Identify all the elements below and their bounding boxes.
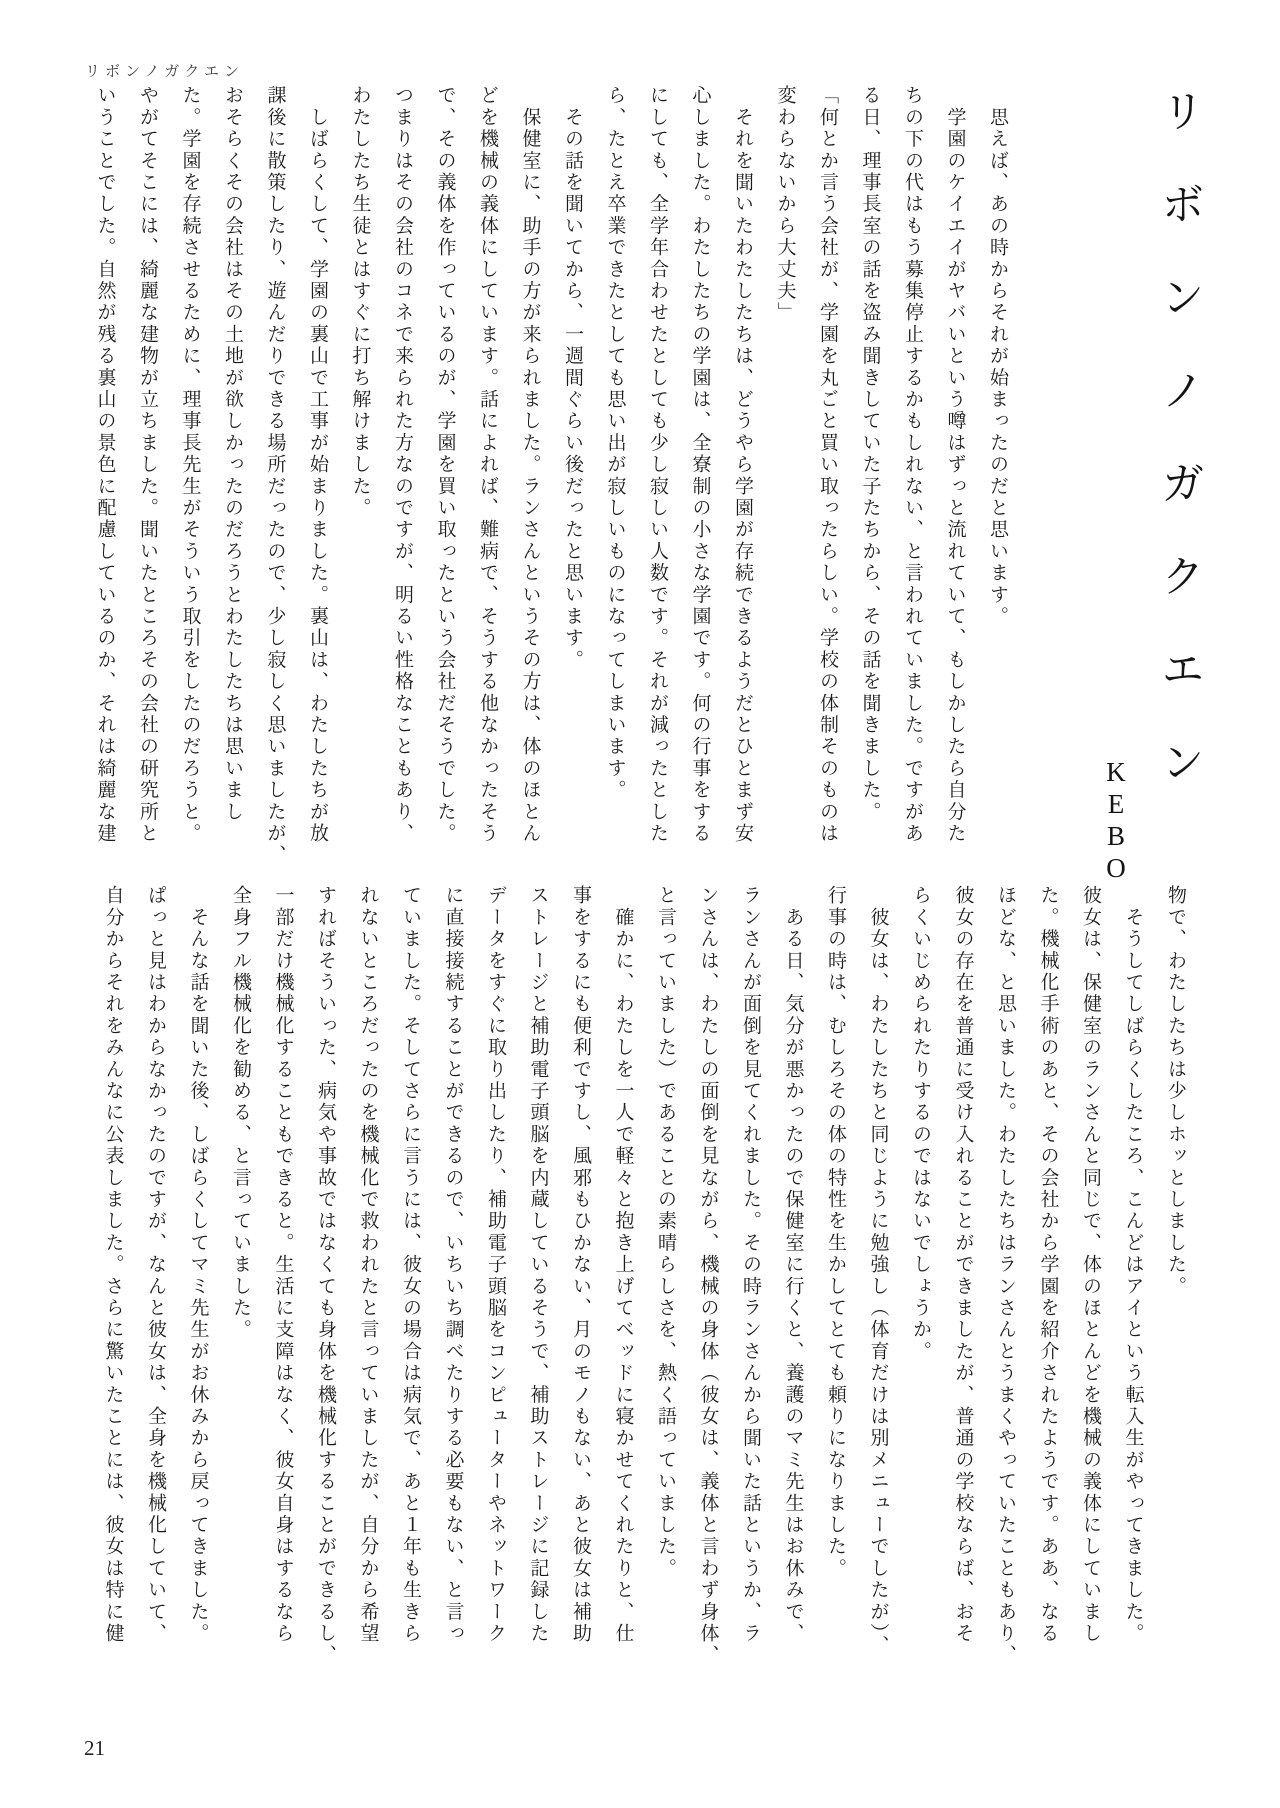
text-column: わたしたち生徒とはすぐに打ち解けました。 xyxy=(349,85,371,519)
text-column: そうしてしばらくしたころ、こんどはアイという転入生がやってきました。 xyxy=(1122,885,1144,1645)
text-column: おそらくその会社はその土地が欲しかったのだろうとわたしたちは思いまし xyxy=(222,85,243,823)
text-column: いうことでした。自然が残る裏山の景色に配慮しているのか、それは綺麗な建 xyxy=(94,85,116,845)
text-column: どを機械の義体にしています。話によれば、難病で、そうする他なかったそう xyxy=(477,85,498,845)
text-column: で、その義体を作っているのが、学園を買い取ったという会社だそうでした。 xyxy=(434,85,456,845)
text-column: つまりはその会社のコネで来られた方なのですが、明るい性格なこともあり、 xyxy=(392,85,413,845)
text-column: 彼女は、保健室のランさんと同じで、体のほとんどを機械の義体にしていまし xyxy=(1080,885,1101,1645)
text-column: 学園のケイエイがヤバいという噂はずっと流れていて、もしかしたら自分た xyxy=(944,85,966,845)
author-name: KEBO xyxy=(1101,757,1131,885)
text-column: ら、たとえ卒業できたとしても思い出が寂しいものになってしまいます。 xyxy=(604,85,626,802)
text-column: 全身フル機械化を勧める、と言っていました。 xyxy=(230,885,251,1341)
text-column: 彼女の存在を普通に受け入れることができましたが、普通の学校ならば、おそ xyxy=(952,885,974,1645)
text-column: 彼女は、わたしたちと同じように勉強し（体育だけは別メニューでしたが）、 xyxy=(867,885,889,1657)
text-column: すればそういった、病気や事故ではなくても身体を機械化することができるし、 xyxy=(315,885,336,1667)
text-column: ちの下の代はもう募集停止するかもしれない、と言われていました。ですがあ xyxy=(902,85,923,845)
text-column: 確かに、わたしを一人で軽々と抱き上げてベッドに寝かせてくれたりと、仕 xyxy=(612,885,634,1645)
text-column: ランさんが面倒を見てくれました。その時ランさんから聞いた話というか、ラ xyxy=(740,885,761,1645)
text-column: にしても、全学年合わせたとしても少し寂しい人数です。それが減ったとした xyxy=(647,85,668,845)
text-column: 変わらないから大丈夫」 xyxy=(774,85,796,324)
text-column: た。機械化手術のあと、その会社から学園を紹介されたようです。ああ、なる xyxy=(1037,885,1059,1645)
text-block-top xyxy=(83,85,1018,867)
text-column: 課後に散策したり、遊んだりできる場所だったので、少し寂しく思いましたが、 xyxy=(264,85,286,867)
text-block-bottom xyxy=(91,885,1196,1667)
text-column: ある日、気分が悪かったので保健室に行くと、養護のマミ先生はお休みで、 xyxy=(782,885,804,1645)
text-column: ンさんは、わたしの面倒を見ながら、機械の身体（彼女は、義体と言わず身体、 xyxy=(697,885,719,1667)
text-column: 保健室に、助手の方が来られました。ランさんというその方は、体のほとん xyxy=(519,85,541,845)
text-column: ぱっと見はわからなかったのですが、なんと彼女は、全身を機械化していて、 xyxy=(145,885,166,1645)
text-column: らくいじめられたりするのではないでしょうか。 xyxy=(910,885,931,1363)
text-column: に直接接続することができるので、いちいち調べたりする必要もない、と言っ xyxy=(442,885,464,1645)
text-column: る日、理事長室の話を盗み聞きしていた子たちから、その話を聞きました。 xyxy=(859,85,881,823)
text-column: 事をするにも便利ですし、風邪もひかない、月のモノもない、あと彼女は補助 xyxy=(570,885,591,1645)
text-column: やがてそこには、綺麗な建物が立ちました。聞いたところその会社の研究所と xyxy=(137,85,158,845)
running-header: リボンノガクエン xyxy=(85,64,244,80)
text-column: 思えば、あの時からそれが始まったのだと思います。 xyxy=(987,85,1008,628)
page-number: 21 xyxy=(84,1736,105,1760)
text-column: 自分からそれをみんなに公表しました。さらに驚いたことには、彼女は特に健 xyxy=(102,885,124,1645)
text-column: ほどな、と思いました。わたしたちはランさんとうまくやっていたこともあり、 xyxy=(995,885,1016,1667)
text-column: た。学園を存続させるために、理事長先生がそういう取引をしたのだろうと。 xyxy=(179,85,201,845)
text-column: と言っていました）であることの素晴らしさを、熱く語っていました。 xyxy=(655,885,676,1580)
text-column: 行事の時は、むしろその体の特性を生かしてとても頼りになりました。 xyxy=(825,885,846,1580)
text-column: データをすぐに取り出したり、補助電子頭脳をコンピューターやネットワーク xyxy=(485,885,506,1645)
text-column: 「何とか言う会社が、学園を丸ごと買い取ったらしい。学校の体制そのものは xyxy=(817,85,838,845)
text-column: れないところだったのを機械化で救われたと言っていましたが、自分から希望 xyxy=(357,885,379,1645)
text-column: ていました。そしてさらに言うには、彼女の場合は病気で、あと１年も生きら xyxy=(400,885,421,1645)
page-title: リボンノガクエン xyxy=(1154,88,1203,832)
text-column: ストレージと補助電子頭脳を内蔵しているそうで、補助ストレージに記録した xyxy=(527,885,549,1645)
text-column: 一部だけ機械化することもできると。生活に支障はなく、彼女自身はするなら xyxy=(272,885,294,1645)
text-column: そんな話を聞いた後、しばらくしてマミ先生がお休みから戻ってきました。 xyxy=(187,885,209,1645)
text-column: その話を聞いてから、一週間ぐらい後だったと思います。 xyxy=(562,85,583,671)
text-column: 心しました。わたしたちの学園は、全寮制の小さな学園です。何の行事をする xyxy=(689,85,711,845)
text-column: 物で、わたしたちは少しホッとしました。 xyxy=(1165,885,1186,1298)
text-column: しばらくして、学園の裏山で工事が始まりました。裏山は、わたしたちが放 xyxy=(307,85,328,845)
text-column: それを聞いたわたしたちは、どうやら学園が存続できるようだとひとまず安 xyxy=(732,85,753,845)
